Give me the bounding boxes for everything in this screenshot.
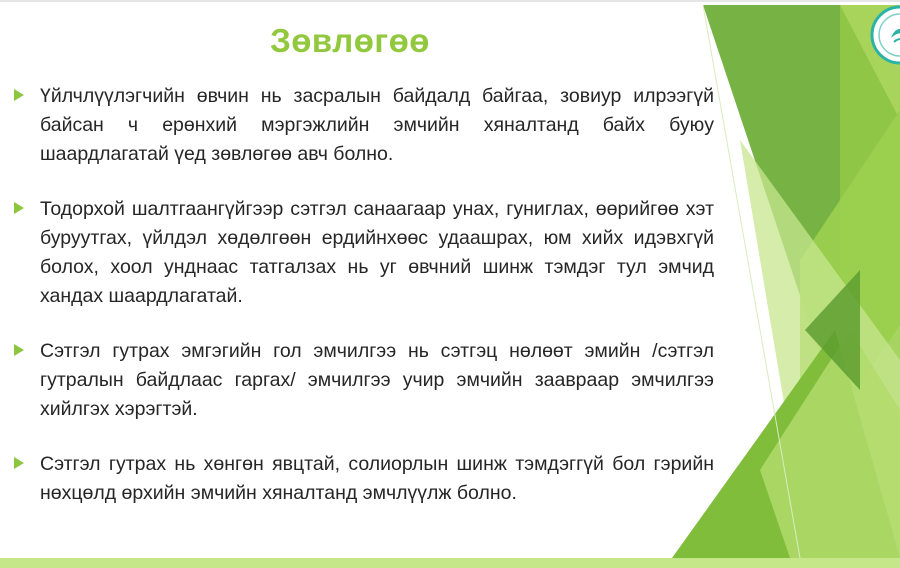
- organization-seal-icon: [869, 4, 900, 66]
- slide-bottom-bar: [0, 558, 900, 568]
- bullet-text: Сэтгэл гутрах эмгэгийн гол эмчилгээ нь сэтгэц нөлөөт эмийн /сэтгэл гутралын байдлаас гаргах/ эмчилгээ учир эмчийн заавраар эмчилгээ хийлгэх хэрэгтэй.: [40, 340, 714, 420]
- bullet-item: [14, 82, 714, 169]
- bullet-arrow-icon: [14, 202, 24, 214]
- bullet-list: [14, 82, 714, 534]
- bullet-text: Үйлчлүүлэгчийн өвчин нь засралын байдалд байгаа, зовиур илрээгүй байсан ч ерөнхий мэргэжлийн эмчийн хяналтанд байх буюу шаардлагатай үед зөвлөгөө авч болно.: [40, 85, 714, 165]
- bullet-item: [14, 337, 714, 424]
- slide-title: Зөвлөгөө: [270, 22, 430, 59]
- bullet-item: [14, 195, 714, 311]
- bullet-item: [14, 450, 714, 508]
- organization-seal-logo: [869, 4, 900, 66]
- bullet-text: Сэтгэл гутрах нь хөнгөн явцтай, солиорлын шинж тэмдэггүй бол гэрийн нөхцөлд өрхийн эмчийн хяналтанд эмчлүүлж болно.: [40, 453, 714, 504]
- bullet-arrow-icon: [14, 457, 24, 469]
- bullet-text: Тодорхой шалтгаангүйгээр сэтгэл санаагаар унах, гуниглах, өөрийгөө хэт буруутгах, үйлдэл хөдөлгөөн ердийнхөөс удаашрах, юм хийх идэвхгүй болох, хоол унднаас татгалзах нь уг өвчний шинж тэмдэг тул эмчид хандах шаардлагатай.: [40, 198, 714, 307]
- bullet-arrow-icon: [14, 344, 24, 356]
- bullet-arrow-icon: [14, 89, 24, 101]
